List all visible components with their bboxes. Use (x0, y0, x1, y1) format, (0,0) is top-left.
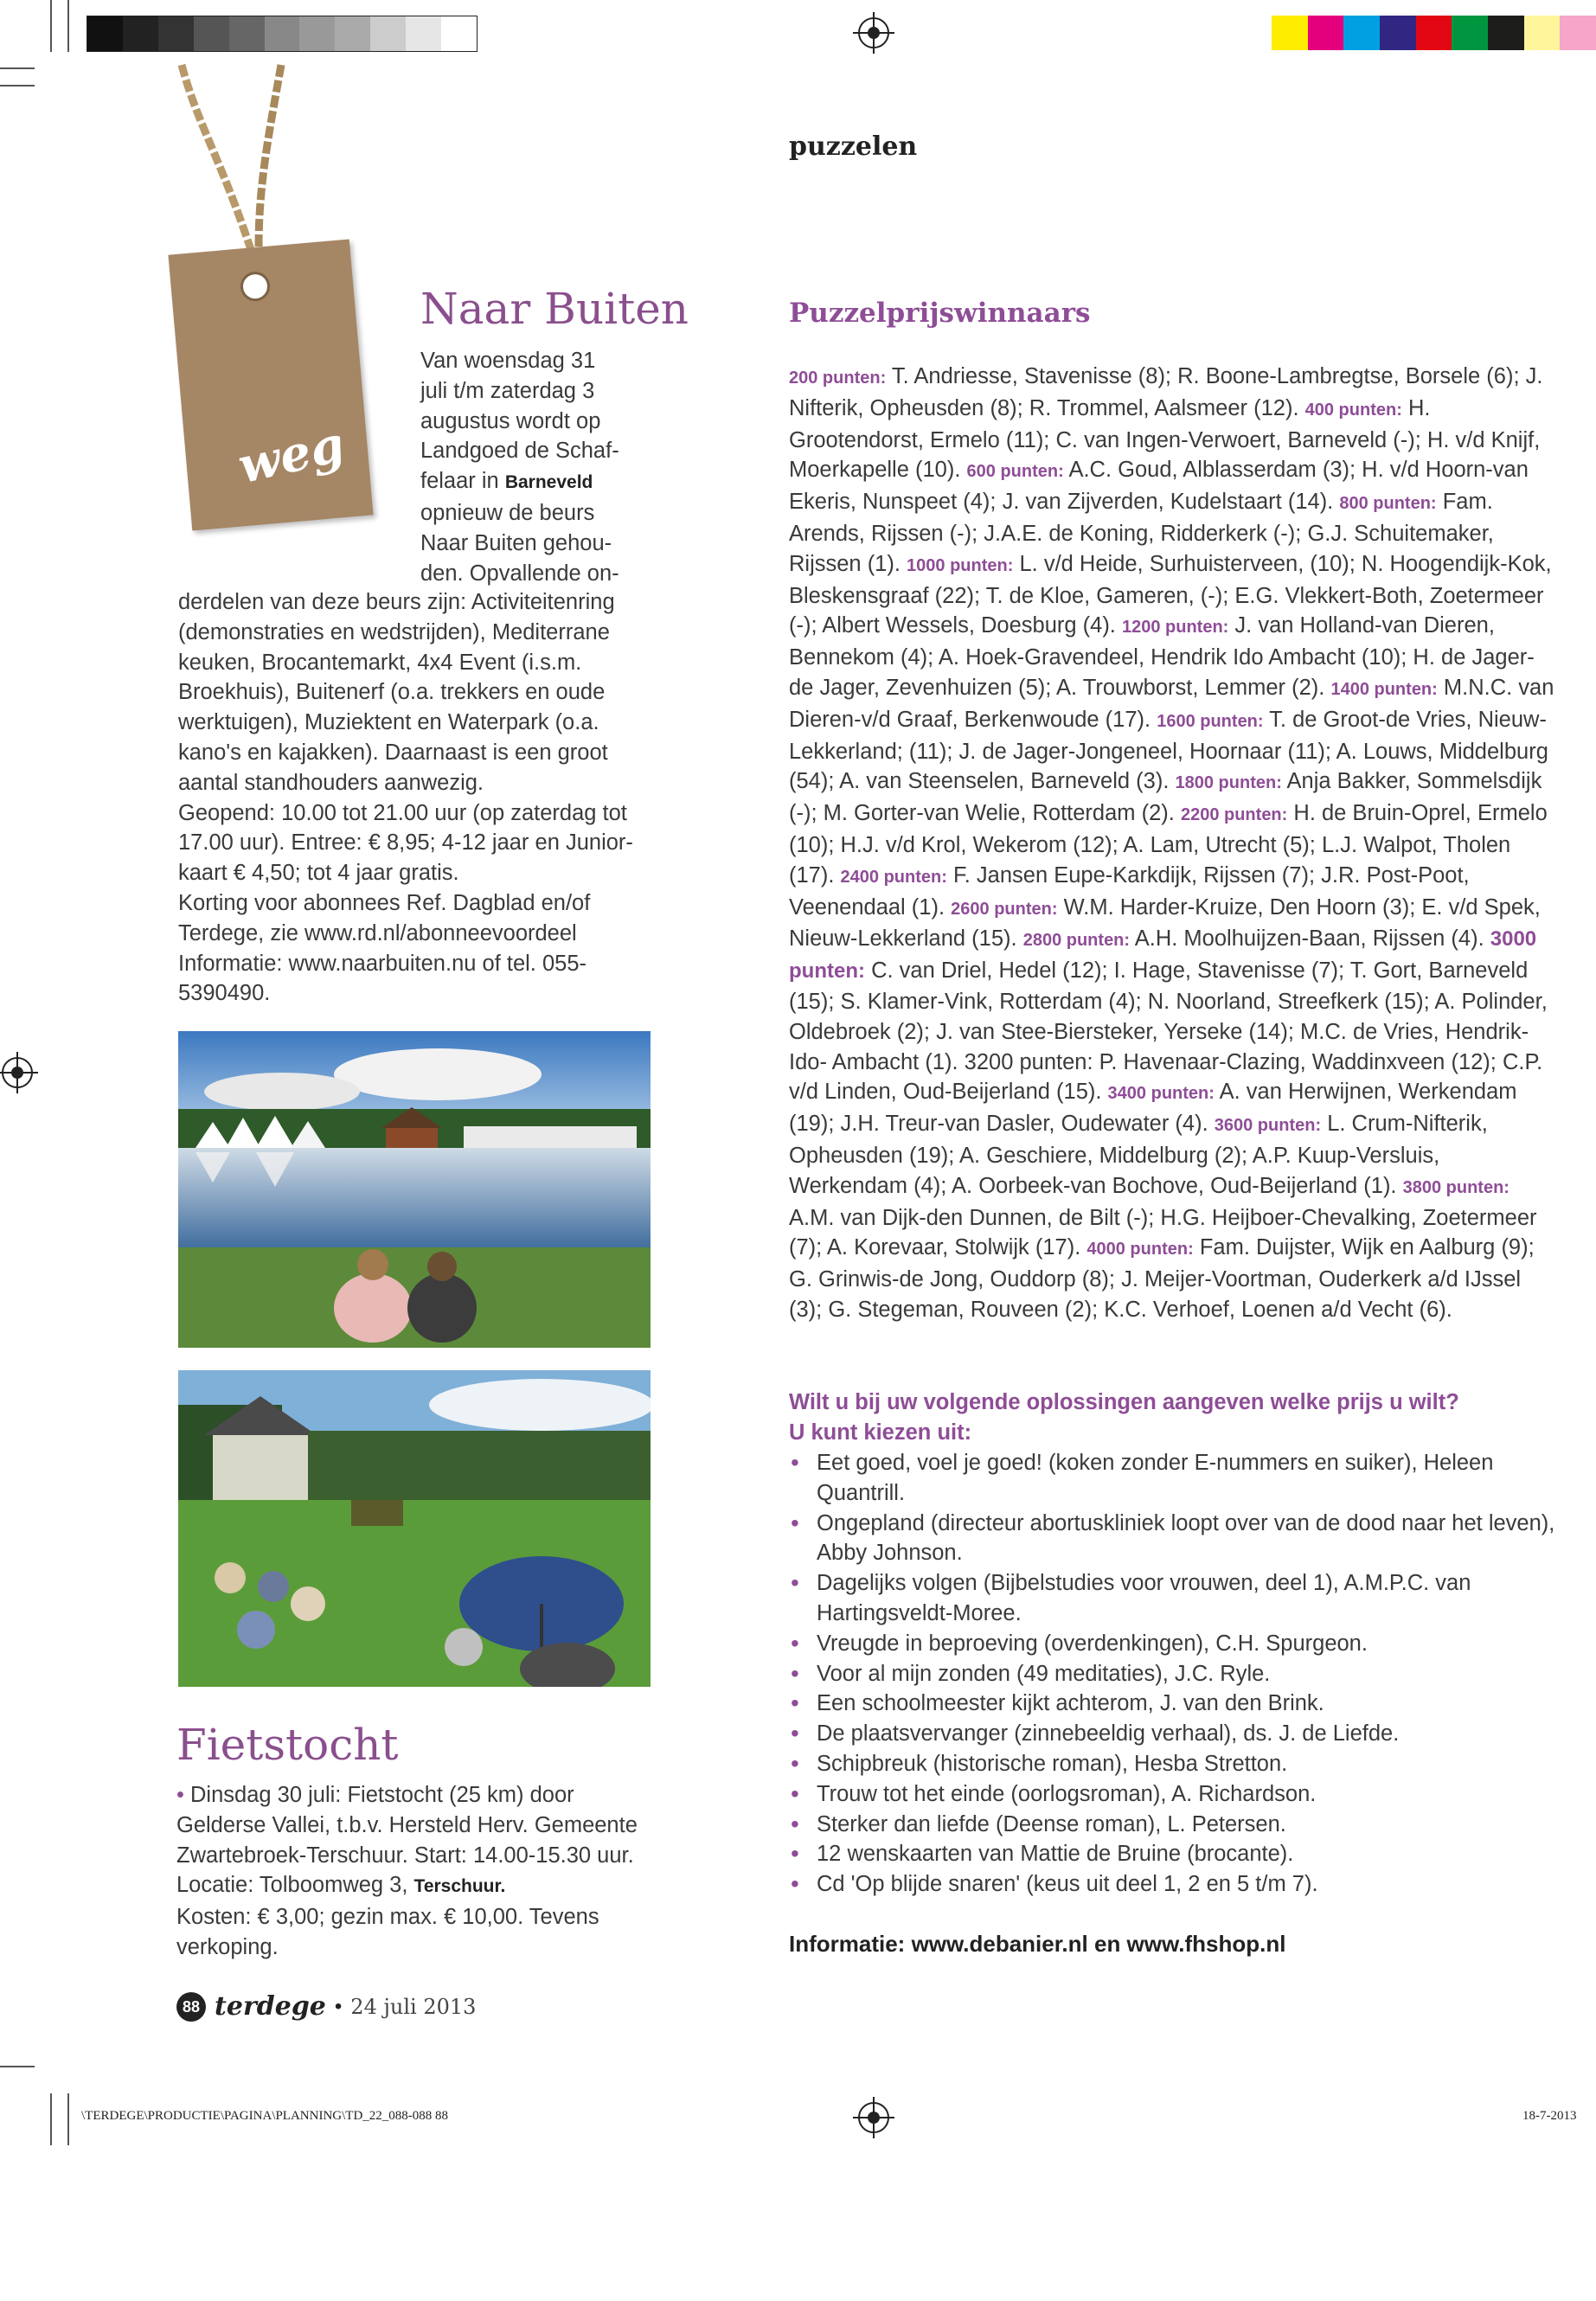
prize-item: • Sterker dan liefde (Deense roman), L. Petersen. (789, 1810, 1555, 1840)
tag-label: weg (233, 415, 350, 496)
points-label: 1600 punten: (1157, 711, 1264, 731)
prize-item: • De plaatsvervanger (zinnebeeldig verhaal), ds. J. de Liefde. (789, 1719, 1555, 1749)
points-label: 3800 punten: (1402, 1177, 1509, 1197)
winnaars-title: Puzzelprijswinnaars (789, 298, 1091, 329)
bullet: • (176, 1783, 191, 1807)
points-label: 1400 punten: (1330, 679, 1438, 699)
page-footer (176, 1991, 476, 2022)
points-label: 2400 punten: (840, 867, 947, 887)
prize-item: • Dagelijks volgen (Bijbelstudies voor vrouwen, deel 1), A.M.P.C. van Hartingsveldt-Moree. (789, 1568, 1555, 1629)
prize-item: • Eet goed, voel je goed! (koken zonder E-nummers en suiker), Heleen Quantrill. (789, 1448, 1555, 1509)
page-number-badge: 88 (176, 1992, 206, 2022)
winners-text: A. van Herwijnen, Werkendam (19); J.H. Treur-van Dasler, Oudewater (4). (789, 1080, 1517, 1137)
issue-date: 24 juli 2013 (350, 1994, 477, 2019)
naar-buiten-title: Naar Buiten (420, 284, 689, 334)
prize-item: • Trouw tot het einde (oorlogsroman), A. Richardson. (789, 1779, 1555, 1810)
winners-text: Anja Bakker, Sommelsdijk (-); M. Gorter-van Welie, Rotterdam (2). (789, 769, 1542, 826)
winners-text: F. Jansen Eupe-Karkdijk, Rijssen (7); J.R. Post-Poot, Veenendaal (1). (789, 862, 1470, 920)
naar-buiten-body: derdelen van deze beurs zijn: Activiteitenring (demonstraties en wedstrijden), Mediterrane keuken, Brocantemarkt, 4x4 Event (i.s.m. Broekhuis), Buitenerf (o.a. trekkers en oude werktuigen), Muziektent en Waterpark (o.a. kano's en kajakken). Daarnaast is een groot aantal standhouders aanwezig. Geopend: 10.00 tot 21.00 uur (op zaterdag tot 17.00 uur). Entree: € 8,95; 4-12 jaar en Junior-kaart € 4,50; tot 4 jaar gratis. Korting voor abonnees Ref. Dagblad en/of Terdege, zie www.rd.nl/abonneevoordeel Informatie: www.naarbuiten.nu of tel. 055-5390490. (178, 590, 633, 1006)
print-slug-path: \TERDEGE\PRODUCTIE\PAGINA\PLANNING\TD_22_088-088 88 (81, 2109, 449, 2123)
points-label: 3600 punten: (1214, 1116, 1322, 1136)
winners-text: J. van Holland-van Dieren, Bennekom (4); A. Hoek-Gravendeel, Hendrik Ido Ambacht (10); H. de Jager-de Jager, Zevenhuizen (5); A. Trouwborst, Lemmer (2). (789, 613, 1535, 700)
points-label: 2800 punten: (1022, 931, 1131, 951)
prize-item: • Voor al mijn zonden (49 meditaties), J.C. Ryle. (789, 1659, 1555, 1689)
points-label: 2600 punten: (951, 899, 1058, 919)
points-label: 1200 punten: (1121, 618, 1229, 638)
winners-text: Fam. Duijster, Wijk en Aalburg (9); G. Grinwis-de Jong, Ouddorp (8); J. Meijer-Voortman, Ouderkerk a/d IJssel (3); G. Stegeman, Rouveen (2); K.C. Verhoef, Loenen a/d Vecht (6). (789, 1235, 1535, 1322)
weg-tag (168, 239, 373, 530)
prize-list (789, 1448, 1555, 1900)
brand-logo: terdege (215, 1991, 326, 2022)
registration-mark (858, 17, 889, 48)
points-label: 800 punten: (1339, 494, 1437, 514)
prize-item: • 12 wenskaarten van Mattie de Bruine (brocante). (789, 1839, 1555, 1869)
info-line: Informatie: www.debanier.nl en www.fhshop.nl (789, 1931, 1286, 1957)
winners-text: M.N.C. van Dieren-v/d Graaf, Berkenwoude (17). (789, 675, 1554, 732)
place-barneveld: Barneveld (504, 472, 593, 493)
winners-text: Fam. Arends, Rijssen (-); J.A.E. de Koning, Ridderkerk (-); G.J. Schuitemaker, Rijssen (1). (789, 490, 1494, 576)
crop-mark (0, 67, 35, 69)
fietstocht-title: Fietstocht (176, 1720, 399, 1770)
section-label: puzzelen (789, 131, 918, 162)
points-label: 1800 punten: (1175, 773, 1282, 793)
winners-text: A.M. van Dijk-den Dunnen, de Bilt (-); H.G. Heijboer-Chevalking, Zoetermeer (7); A. Korevaar, Stolwijk (17). (789, 1205, 1537, 1260)
winners-text: A.C. Goud, Alblasserdam (3); H. v/d Hoorn-van Ekeris, Nunspeet (4); J. van Zijverden, Kudelstaart (14). (789, 458, 1529, 515)
crop-mark (50, 0, 52, 52)
winners-text: T. de Groot-de Vries, Nieuw-Lekkerland; (11); J. de Jager-Jongeneel, Hoornaar (11); A. Louws, Middelburg (54); A. van Steenselen, Barneveld (3). (789, 707, 1548, 794)
points-label: 4000 punten: (1086, 1240, 1194, 1259)
color-bar (1272, 16, 1596, 50)
winners-text: H. de Bruin-Oprel, Ermelo (10); H.J. v/d Krol, Wekerom (12); A. Lam, Utrecht (5); L.J. Walpot, Tholen (17). (789, 801, 1548, 888)
points-label: 3400 punten: (1107, 1084, 1215, 1104)
points-label: 400 punten: (1304, 400, 1402, 420)
winnaars-list (789, 362, 1555, 1325)
points-label: 1000 punten: (907, 555, 1014, 575)
naar-buiten-intro: Van woensdag 31 juli t/m zaterdag 3 augustus wordt op Landgoed de Schaf- felaar in Barneveld opnieuw de beurs Naar Buiten gehou- den. Opvallende on- (420, 349, 619, 586)
winners-text: C. van Driel, Hedel (12); I. Hage, Stavenisse (7); T. Gort, Barneveld (15); S. Klamer-Vink, Rotterdam (4); N. Noorland, Streefkerk (15); A. Polinder, Oldebroek (2); J. van Stee-Biersteker, Yerseke (14); M.C. de Vries, Hendrik-Ido- Ambacht (1). 3200 punten: P. Havenaar-Clazing, Waddinxveen (12); C.P. v/d Linden, Oud-Beijerland (15). (789, 958, 1548, 1105)
points-label: 200 punten: (789, 369, 887, 388)
tag-hole (240, 271, 272, 303)
keuze-heading: Wilt u bij uw volgende oplossingen aangeven welke prijs u wilt? U kunt kiezen uit: (789, 1390, 1459, 1445)
photo-lawn-crowd (178, 1370, 651, 1687)
points-label: 600 punten: (966, 462, 1064, 482)
winners-text: W.M. Harder-Kruize, Den Hoorn (3); E. v/d Spek, Nieuw-Lekkerland (15). (789, 894, 1541, 952)
footer-separator: • (334, 1994, 343, 2018)
crop-mark (0, 2066, 35, 2067)
winners-text: L. Crum-Nifterik, Opheusden (19); A. Geschiere, Middelburg (2); A.P. Kuup-Versluis, Werkendam (4); A. Oorbeek-van Bochove, Oud-Beijerland (1). (789, 1112, 1488, 1198)
place-terschuur: Terschuur. (413, 1876, 506, 1897)
prize-item: • Ongepland (directeur abortuskliniek loopt over van de dood naar het leven), Abby Johnson. (789, 1509, 1555, 1569)
prize-item: • Vreugde in beproeving (overdenkingen), C.H. Spurgeon. (789, 1629, 1555, 1659)
prize-item: • Cd 'Op blijde snaren' (keus uit deel 1, 2 en 5 t/m 7). (789, 1869, 1555, 1900)
crop-mark (50, 2093, 52, 2145)
prize-item: • Schipbreuk (historische roman), Hesba Stretton. (789, 1749, 1555, 1779)
grayscale-bar (87, 16, 478, 52)
winners-text: L. v/d Heide, Surhuisterveen, (10); N. Hoogendijk-Kok, Bleskensgraaf (22); T. de Kloe, Gameren, (-); E.G. Vlekkert-Both, Zoetermeer (-); Albert Wessels, Doesburg (4). (789, 551, 1552, 638)
crop-mark (0, 85, 35, 87)
winners-text: H. Grootendorst, Ermelo (11); C. van Ingen-Verwoert, Barneveld (-); H. v/d Knijf, Moerkapelle (10). (789, 395, 1541, 483)
points-label: 2200 punten: (1180, 805, 1288, 825)
photo-pond-tents (178, 1031, 651, 1348)
fietstocht-body: • Dinsdag 30 juli: Fietstocht (25 km) door Gelderse Vallei, t.b.v. Hersteld Herv. Gemeente Zwartebroek-Terschuur. Start: 14.00-15.30 uur. Locatie: Tolboomweg 3, Terschuur. Kosten: € 3,00; gezin max. € 10,00. Tevens verkoping. (176, 1783, 638, 1959)
winners-text: A.H. Moolhuijzen-Baan, Rijssen (4). (1130, 926, 1490, 952)
prize-item: • Een schoolmeester kijkt achterom, J. van den Brink. (789, 1689, 1555, 1719)
registration-mark (2, 1057, 33, 1088)
crop-mark (67, 2093, 69, 2145)
print-slug-date: 18-7-2013 (1522, 2109, 1577, 2123)
registration-mark (858, 2102, 889, 2133)
winners-text: T. Andriesse, Stavenisse (8); R. Boone-Lambregtse, Borsele (6); J. Nifterik, Opheusden (8); R. Trommel, Aalsmeer (12). (789, 364, 1543, 420)
points-label: 3000 punten: (789, 927, 1537, 984)
crop-mark (67, 0, 69, 52)
